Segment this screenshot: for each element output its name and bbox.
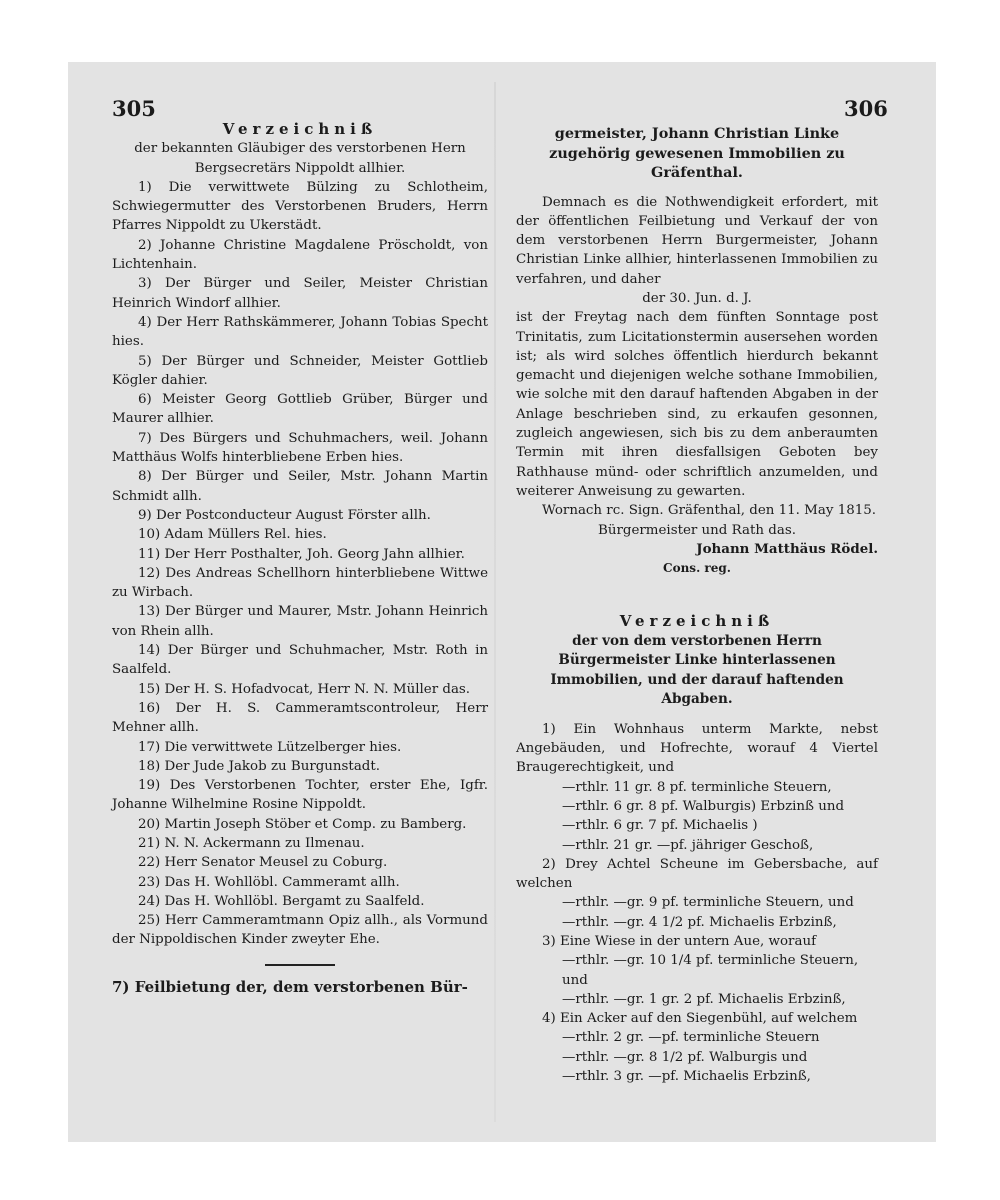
left-subheading: der bekannten Gläubiger des verstorbenen Hern Bergsecretärs Nippoldt allhier. (134, 141, 466, 176)
levy-line: —rthlr. 3 gr. —pf. Michaelis Erbzinß, (562, 1069, 811, 1085)
page-number-left: 305 (112, 96, 156, 121)
section-divider (265, 964, 335, 966)
levy-line: —rthlr. 6 gr. 7 pf. Michaelis ) (562, 818, 758, 834)
creditor-entry: 9) Der Postconducteur August Förster allh. (138, 507, 431, 523)
creditor-entry: 16) Der H. S. Cammeramtscontroleur, Herr Mehner allh. (112, 700, 488, 736)
notice-body-2: ist der Freytag nach dem fünften Sonntage post Trinitatis, zum Licitationstermin ausersehen worden ist; als wird solches öffentlich hierdurch bekannt gemacht und diejenigen welche sothane Immobilien, wie solche mit den darauf haftenden Abgaben in der Anlage beschrieben sind, zu erkaufen gesonnen, zugleich angewiesen, sich bis zu dem anberaumten Termin mit ihren diesfallsigen Geboten bey Rathhause münd- oder schriftlich anzumelden, und weiterer Anweisung zu gewarten. (516, 310, 878, 499)
creditor-entry: 3) Der Bürger und Seiler, Meister Christian Heinrich Windorf allhier. (112, 276, 488, 311)
creditor-entry: 4) Der Herr Rathskämmerer, Johann Tobias Specht hies. (112, 314, 488, 350)
page-number-right: 306 (844, 96, 888, 121)
notice-title: germeister, Johann Christian Linke zugehörig gewesenen Immobilien zu Gräfenthal. (549, 125, 845, 181)
notice-body: Demnach es die Nothwendigkeit erfordert, mit der öffentlichen Feilbietung und Verkauf der von dem verstorbenen Herrn Burgermeister, Johann Christian Linke allhier, hinterlassenen Immobilien zu verfahren, und daher (516, 194, 878, 287)
levy-line: —rthlr. —gr. 1 gr. 2 pf. Michaelis Erbzinß, (562, 991, 846, 1007)
creditor-entry: 14) Der Bürger und Schuhmacher, Mstr. Roth in Saalfeld. (112, 643, 488, 678)
property-heading: Verzeichniß (619, 612, 775, 631)
creditor-entry: 2) Johanne Christine Magdalene Pröscholdt, von Lichtenhain. (112, 237, 488, 273)
property-item: 3) Eine Wiese in der untern Aue, worauf (542, 934, 817, 949)
creditor-entry: 19) Des Verstorbenen Tochter, erster Ehe, Igfr. Johanne Wilhelmine Rosine Nippoldt. (112, 778, 488, 813)
creditor-entry: 20) Martin Joseph Stöber et Comp. zu Bamberg. (138, 816, 467, 832)
notice-date-line: der 30. Jun. d. J. (642, 290, 752, 306)
creditor-entry: 13) Der Bürger und Maurer, Mstr. Johann Heinrich von Rhein allh. (112, 604, 488, 639)
levy-line: —rthlr. 6 gr. 8 pf. Walburgis) Erbzinß und (562, 798, 845, 814)
signatory-body: Bürgermeister und Rath das. (598, 522, 796, 538)
signatory-title: Cons. reg. (663, 561, 731, 576)
creditor-entry: 1) Die verwittwete Bülzing zu Schlotheim, Schwiegermutter des Verstorbenen Bruders, Herrn Pfarres Nippoldt zu Ukerstädt. (112, 179, 488, 234)
creditor-entry: 12) Des Andreas Schellhorn hinterbliebene Wittwe zu Wirbach. (112, 565, 488, 601)
levy-line: —rthlr. —gr. 10 1/4 pf. terminliche Steuern, und (562, 953, 859, 988)
levy-line: —rthlr. 21 gr. —pf. jähriger Geschoß, (562, 837, 814, 853)
levy-line: —rthlr. —gr. 4 1/2 pf. Michaelis Erbzinß, (562, 914, 837, 930)
right-column (516, 124, 878, 1086)
creditor-entry: 6) Meister Georg Gottlieb Grüber, Bürger und Maurer allhier. (112, 392, 488, 427)
property-list (516, 720, 878, 1087)
creditor-entry: 17) Die verwittwete Lützelberger hies. (138, 739, 402, 755)
property-item: 4) Ein Acker auf den Siegenbühl, auf welchem (542, 1011, 858, 1027)
creditor-entry: 25) Herr Cammeramtmann Opiz allh., als Vormund der Nippoldischen Kinder zweyter Ehe. (112, 913, 488, 948)
property-subheading: der von dem verstorbenen Herrn Bürgermeister Linke hinterlassenen Immobilien, und der darauf haftenden Abgaben. (550, 632, 844, 708)
levy-line: —rthlr. —gr. 8 1/2 pf. Walburgis und (562, 1049, 808, 1065)
levy-line: —rthlr. 2 gr. —pf. terminliche Steuern (562, 1030, 820, 1046)
notice-closing: Wornach rc. Sign. Gräfenthal, den 11. May 1815. (542, 503, 877, 519)
creditor-entry: 8) Der Bürger und Seiler, Mstr. Johann Martin Schmidt allh. (112, 469, 488, 504)
creditor-entry: 10) Adam Müllers Rel. hies. (138, 527, 327, 543)
creditor-entry: 15) Der H. S. Hofadvocat, Herr N. N. Müller das. (138, 681, 471, 697)
signatory-name: Johann Matthäus Rödel. (696, 540, 878, 557)
creditor-entry: 22) Herr Senator Meusel zu Coburg. (138, 855, 388, 871)
left-heading: Verzeichniß (222, 120, 378, 138)
left-column (112, 120, 488, 997)
levy-line: —rthlr. —gr. 9 pf. terminliche Steuern, und (562, 895, 854, 911)
creditor-entry: 23) Das H. Wohllöbl. Cammeramt allh. (138, 874, 400, 890)
creditor-entry: 7) Des Bürgers und Schuhmachers, weil. Johann Matthäus Wolfs hinterbliebene Erben hies. (112, 430, 488, 466)
property-item: 1) Ein Wohnhaus unterm Markte, nebst Angebäuden, und Hofrechte, worauf 4 Viertel Braugerechtigkeit, und (516, 721, 878, 776)
creditor-entry: 5) Der Bürger und Schneider, Meister Gottlieb Kögler dahier. (112, 353, 488, 388)
creditor-entry: 24) Das H. Wohllöbl. Bergamt zu Saalfeld. (138, 893, 425, 909)
levy-line: —rthlr. 11 gr. 8 pf. terminliche Steuern, (562, 779, 832, 795)
property-item: 2) Drey Achtel Scheune im Gebersbache, auf welchen (516, 856, 878, 892)
creditor-entry: 21) N. N. Ackermann zu Ilmenau. (138, 835, 365, 851)
next-notice-start: 7) Feilbietung der, dem verstorbenen Bür- (112, 977, 468, 996)
creditor-entry: 18) Der Jude Jakob zu Burgunstadt. (138, 758, 381, 774)
creditor-entry: 11) Der Herr Posthalter, Joh. Georg Jahn allhier. (138, 546, 465, 562)
creditor-list (112, 178, 488, 950)
